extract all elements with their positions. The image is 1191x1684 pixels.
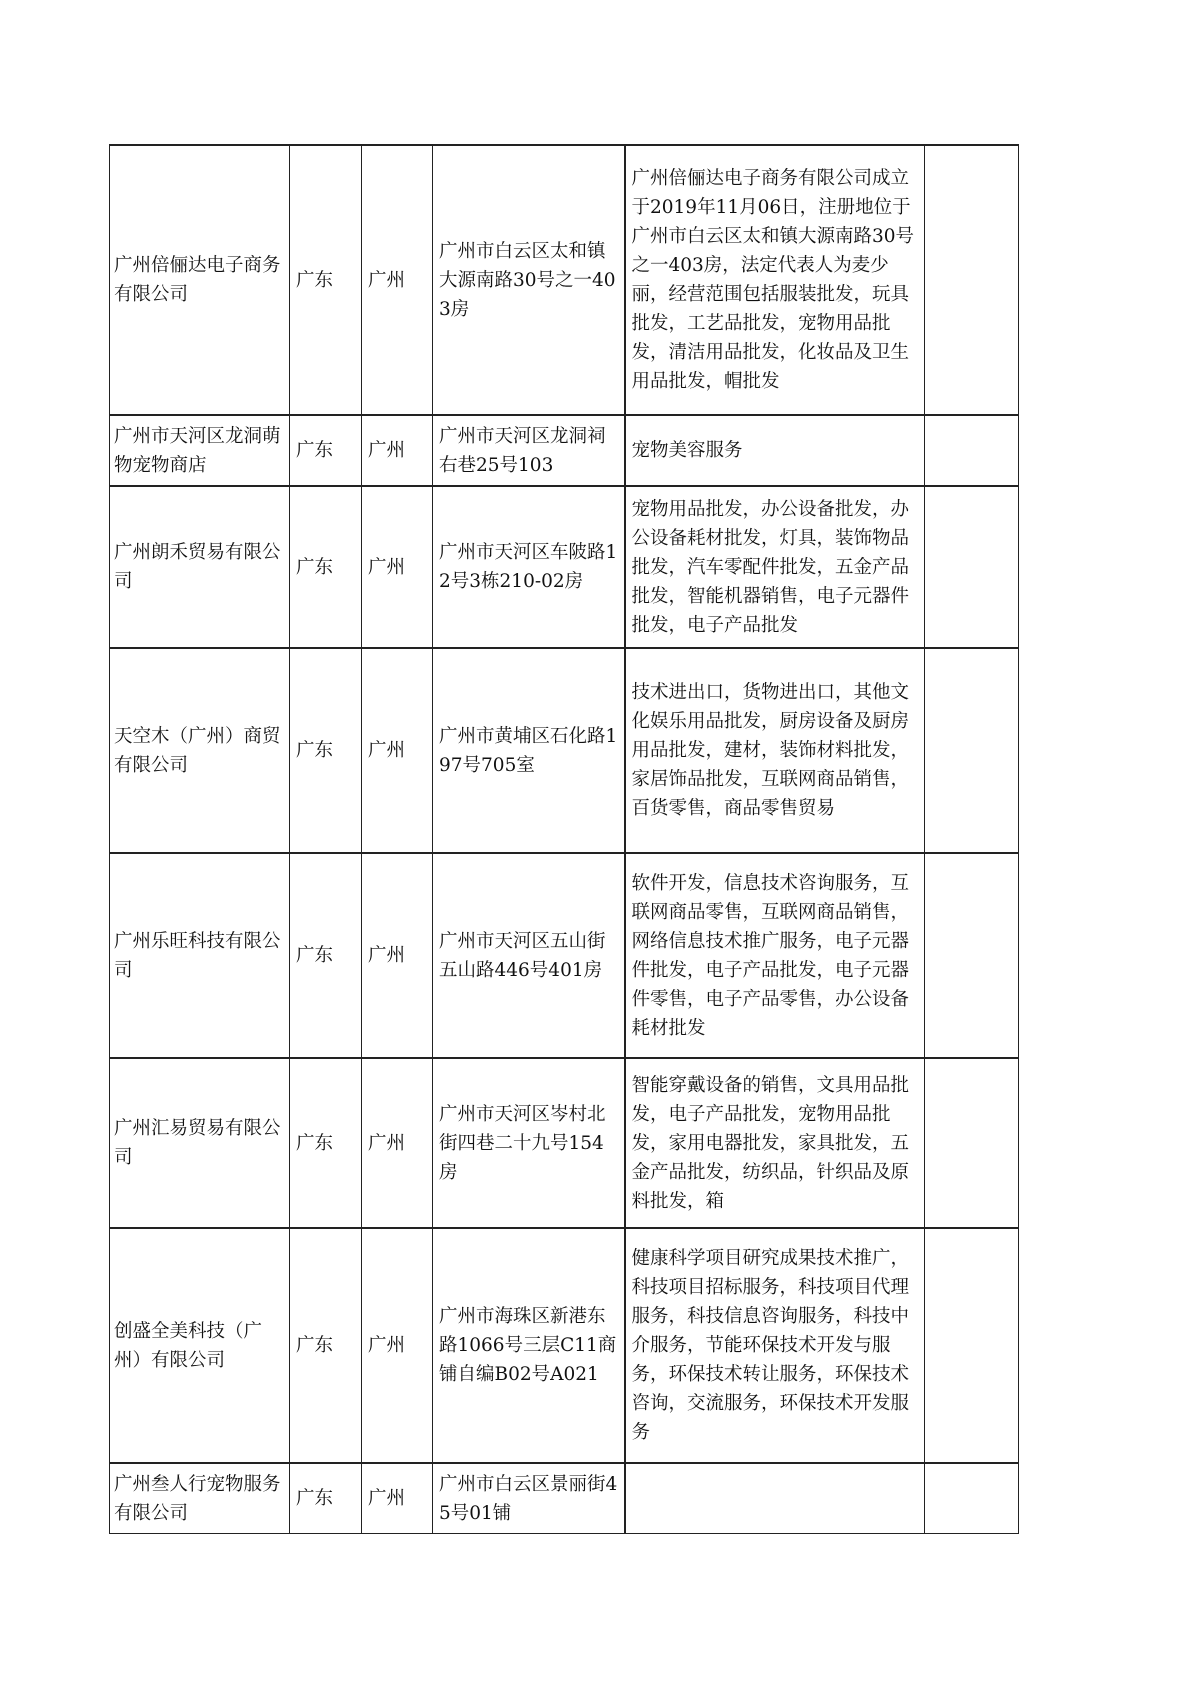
table-row	[110, 1058, 1019, 1228]
description-cell: 技术进出口，货物进出口，其他文化娱乐用品批发，厨房设备及厨房用品批发，建材，装饰材料批发，家居饰品批发，互联网商品销售，百货零售，商品零售贸易	[625, 648, 925, 853]
table-row	[110, 853, 1019, 1058]
city-cell: 广州	[362, 145, 433, 415]
city-cell: 广州	[362, 486, 433, 648]
province-cell: 广东	[290, 853, 362, 1058]
table-row	[110, 1463, 1019, 1534]
description-cell: 宠物美容服务	[625, 415, 925, 486]
province-cell: 广东	[290, 486, 362, 648]
table-row	[110, 145, 1019, 415]
address-cell: 广州市白云区太和镇大源南路30号之一403房	[433, 145, 625, 415]
extra-cell	[925, 1228, 1019, 1463]
extra-cell	[925, 1463, 1019, 1534]
company-name-cell: 广州倍俪达电子商务有限公司	[110, 145, 290, 415]
address-cell: 广州市白云区景丽街45号01铺	[433, 1463, 625, 1534]
company-name-cell: 创盛全美科技（广州）有限公司	[110, 1228, 290, 1463]
table-row	[110, 648, 1019, 853]
company-table	[109, 144, 1019, 1534]
address-cell: 广州市天河区车陂路12号3栋210-02房	[433, 486, 625, 648]
city-cell: 广州	[362, 1228, 433, 1463]
table-row	[110, 415, 1019, 486]
company-name-cell: 天空木（广州）商贸有限公司	[110, 648, 290, 853]
province-cell: 广东	[290, 1058, 362, 1228]
address-cell: 广州市天河区岑村北街四巷二十九号154房	[433, 1058, 625, 1228]
province-cell: 广东	[290, 415, 362, 486]
city-cell: 广州	[362, 648, 433, 853]
province-cell: 广东	[290, 145, 362, 415]
description-cell	[625, 1463, 925, 1534]
table-row	[110, 1228, 1019, 1463]
address-cell: 广州市天河区五山街五山路446号401房	[433, 853, 625, 1058]
extra-cell	[925, 145, 1019, 415]
table-row	[110, 486, 1019, 648]
company-name-cell: 广州市天河区龙洞萌物宠物商店	[110, 415, 290, 486]
extra-cell	[925, 415, 1019, 486]
description-cell: 智能穿戴设备的销售，文具用品批发，电子产品批发，宠物用品批发，家用电器批发，家具批发，五金产品批发，纺织品，针织品及原料批发，箱	[625, 1058, 925, 1228]
city-cell: 广州	[362, 415, 433, 486]
description-cell: 软件开发，信息技术咨询服务，互联网商品零售，互联网商品销售，网络信息技术推广服务，电子元器件批发，电子产品批发，电子元器件零售，电子产品零售，办公设备耗材批发	[625, 853, 925, 1058]
province-cell: 广东	[290, 648, 362, 853]
extra-cell	[925, 853, 1019, 1058]
description-cell: 宠物用品批发，办公设备批发，办公设备耗材批发，灯具，装饰物品批发，汽车零配件批发，五金产品批发，智能机器销售，电子元器件批发，电子产品批发	[625, 486, 925, 648]
city-cell: 广州	[362, 853, 433, 1058]
province-cell: 广东	[290, 1228, 362, 1463]
extra-cell	[925, 1058, 1019, 1228]
extra-cell	[925, 486, 1019, 648]
description-cell: 健康科学项目研究成果技术推广，科技项目招标服务，科技项目代理服务，科技信息咨询服务，科技中介服务，节能环保技术开发与服务，环保技术转让服务，环保技术咨询，交流服务，环保技术开发服务	[625, 1228, 925, 1463]
address-cell: 广州市天河区龙洞祠右巷25号103	[433, 415, 625, 486]
extra-cell	[925, 648, 1019, 853]
company-name-cell: 广州叁人行宠物服务有限公司	[110, 1463, 290, 1534]
province-cell: 广东	[290, 1463, 362, 1534]
company-name-cell: 广州乐旺科技有限公司	[110, 853, 290, 1058]
company-name-cell: 广州朗禾贸易有限公司	[110, 486, 290, 648]
city-cell: 广州	[362, 1463, 433, 1534]
address-cell: 广州市黄埔区石化路197号705室	[433, 648, 625, 853]
company-name-cell: 广州汇易贸易有限公司	[110, 1058, 290, 1228]
description-cell: 广州倍俪达电子商务有限公司成立于2019年11月06日，注册地位于广州市白云区太和镇大源南路30号之一403房，法定代表人为麦少丽，经营范围包括服装批发，玩具批发，工艺品批发，宠物用品批发，清洁用品批发，化妆品及卫生用品批发，帽批发	[625, 145, 925, 415]
city-cell: 广州	[362, 1058, 433, 1228]
address-cell: 广州市海珠区新港东路1066号三层C11商铺自编B02号A021	[433, 1228, 625, 1463]
